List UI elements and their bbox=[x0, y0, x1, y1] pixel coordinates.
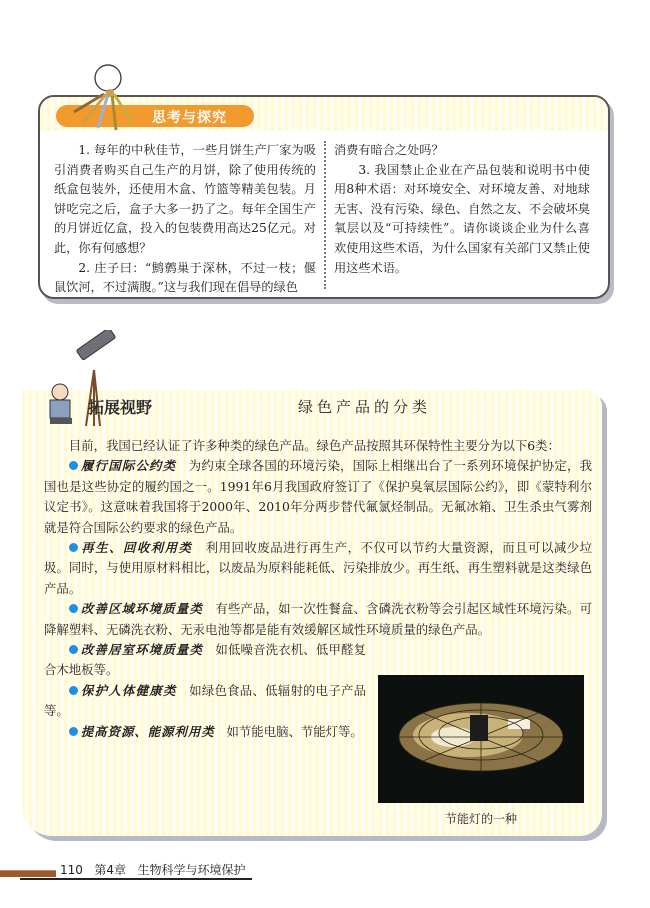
footer-accent-bar bbox=[0, 870, 56, 877]
bullet-icon bbox=[69, 461, 78, 470]
bullet-icon bbox=[69, 645, 78, 654]
category-item bbox=[44, 599, 592, 640]
category-text: 如低噪音洗衣机、低甲醛复合木地板等。 bbox=[44, 642, 367, 678]
question-1: 1. 每年的中秋佳节，一些月饼生产厂家为吸引消费者购买自己生产的月饼，除了使用传统的纸盒包装外，还使用木盒、竹篮等精美包装。月饼吃完之后，盒子大多一扔了之。每年全国生产的月饼近亿盒，投入的包装费用高达25亿元。对此，你有何感想？ bbox=[54, 143, 316, 255]
category-term: 再生、回收利用类 bbox=[80, 540, 193, 556]
question-3: 3. 我国禁止企业在产品包装和说明书中使用8种术语：对环境安全、对环境友善、对地球无害、没有污染、绿色、自然之友、不会破坏臭氧层以及“可持续性”。请你谈谈企业为什么喜欢使用这些术语，为什么国家有关部门又禁止使用这些术语。 bbox=[334, 162, 590, 275]
category-item bbox=[44, 538, 592, 599]
intro-paragraph: 目前，我国已经认证了许多种类的绿色产品。绿色产品按照其环保特性主要分为以下6类： bbox=[68, 438, 560, 453]
question-2-continuation: 消费有暗合之处吗？ bbox=[334, 143, 444, 157]
category-term: 提高资源、能源利用类 bbox=[80, 723, 215, 739]
think-columns bbox=[54, 141, 594, 295]
extension-label: 拓展视野 bbox=[88, 398, 153, 417]
category-item bbox=[44, 681, 366, 722]
bullet-icon bbox=[69, 727, 78, 736]
bullet-icon bbox=[69, 686, 78, 695]
photo-caption: 节能灯的一种 bbox=[444, 812, 517, 826]
extension-title: 绿色产品的分类 bbox=[298, 398, 432, 416]
category-term: 保护人体健康类 bbox=[80, 682, 177, 698]
think-left-column bbox=[54, 141, 316, 298]
footer-rule bbox=[20, 878, 252, 880]
bullet-icon bbox=[69, 604, 78, 613]
think-title: 思考与探究 bbox=[152, 110, 227, 126]
energy-saving-lamp-photo bbox=[378, 675, 584, 803]
chapter-title: 生物科学与环境保护 bbox=[137, 863, 246, 877]
bullet-icon bbox=[69, 543, 78, 552]
column-divider bbox=[324, 141, 326, 289]
page-number: 110 bbox=[60, 863, 83, 877]
category-item bbox=[44, 640, 366, 681]
question-2: 2. 庄子曰：“鹪鹩巢于深林，不过一枝；偃鼠饮河，不过满腹。”这与我们现在倡导的绿色 bbox=[54, 260, 316, 295]
keys-icon bbox=[70, 60, 160, 132]
page-footer bbox=[60, 861, 245, 878]
category-text: 为约束全球各国的环境污染，国际上相继出台了一系列环境保护协定，我国也是这些协定的履约国之一。1991年6月我国政府签订了《保护臭氧层国际公约》，即《蒙特利尔议定书》。这意味着我国将于2000年、2010年分两步替代氟氯烃制品。无氟冰箱、卫生杀虫气雾剂就是符合国际公约要求的绿色产品。 bbox=[44, 458, 592, 535]
category-item bbox=[44, 456, 592, 538]
category-term: 改善区域环境质量类 bbox=[80, 601, 204, 617]
think-right-column bbox=[334, 141, 590, 278]
category-text: 如节能电脑、节能灯等。 bbox=[226, 723, 363, 739]
category-text: 利用回收废品进行再生产，不仅可以节约大量资源，而且可以减少垃圾。同时，与使用原材料相比，以废品为原料能耗低、污染排放少。再生纸、再生塑料就是这类绿色产品。 bbox=[44, 540, 593, 596]
chapter-number: 第4章 bbox=[94, 863, 126, 877]
category-item bbox=[44, 722, 366, 742]
category-text: 有些产品，如一次性餐盒、含磷洗衣粉等会引起区域性环境污染。可降解塑料、无磷洗衣粉、无汞电池等都是能有效缓解区域性环境质量的绿色产品。 bbox=[44, 601, 592, 637]
category-term: 履行国际公约类 bbox=[80, 458, 177, 474]
category-term: 改善居室环境质量类 bbox=[80, 642, 204, 658]
category-text: 如绿色食品、低辐射的电子产品等。 bbox=[44, 682, 366, 719]
